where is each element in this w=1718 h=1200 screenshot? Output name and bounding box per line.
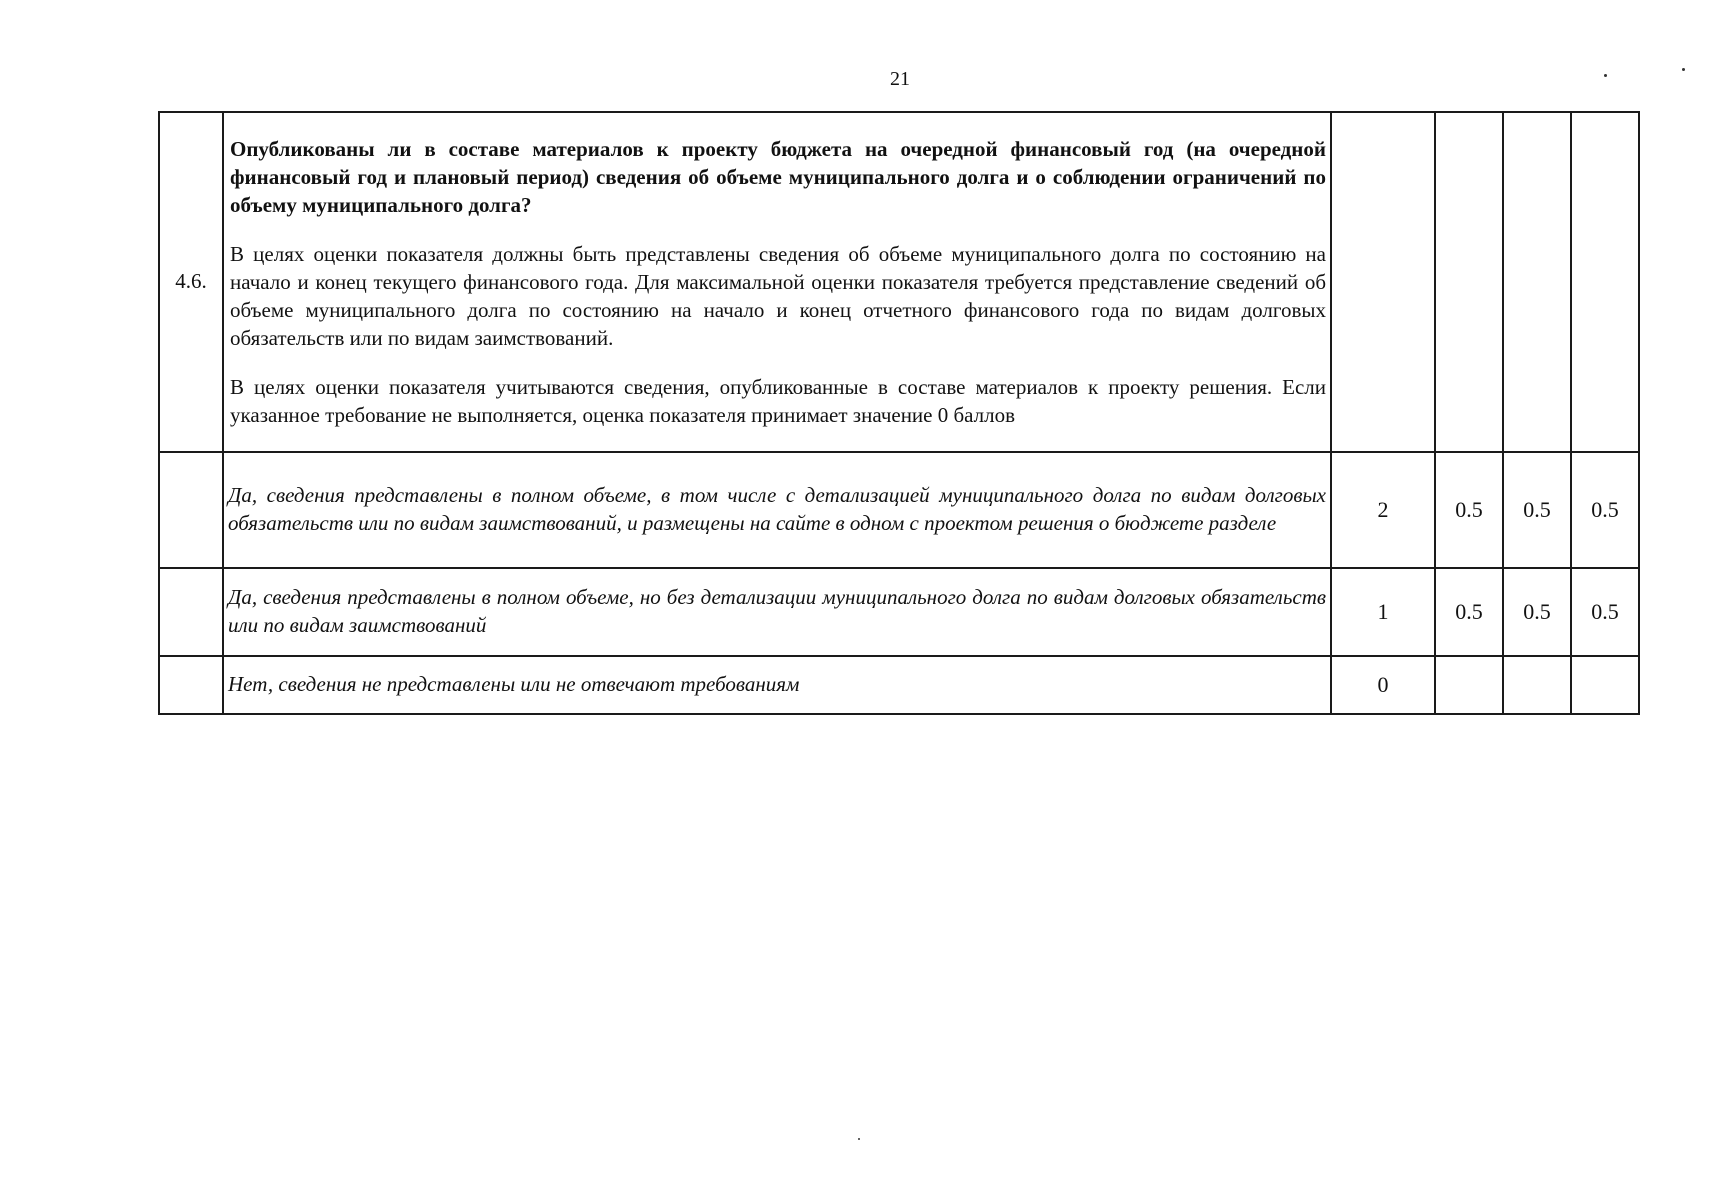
option-max-score: 1 xyxy=(1331,568,1435,656)
score-table xyxy=(158,111,1640,715)
empty-cell xyxy=(159,452,223,568)
scan-speck xyxy=(858,1138,860,1140)
item-paragraph-1: В целях оценки показателя должны быть представлены сведения об объеме муниципального долга по состоянию на начало и конец текущего финансового года. Для максимальной оценки показателя требуется представление сведений об объеме муниципального долга по состоянию на начало и конец отчетного финансового года по видам долговых обязательств или по видам заимствований. xyxy=(230,242,1326,350)
option-score xyxy=(1435,656,1503,714)
option-score: 0.5 xyxy=(1435,568,1503,656)
table-row xyxy=(159,452,1639,568)
empty-cell xyxy=(1331,112,1435,452)
empty-cell xyxy=(159,656,223,714)
option-score: 0.5 xyxy=(1503,452,1571,568)
option-score: 0.5 xyxy=(1435,452,1503,568)
empty-cell xyxy=(159,568,223,656)
option-score: 0.5 xyxy=(1503,568,1571,656)
option-score: 0.5 xyxy=(1571,452,1639,568)
option-text: Нет, сведения не представлены или не отвечают требованиям xyxy=(223,656,1331,714)
table-row xyxy=(159,112,1639,452)
item-question: Опубликованы ли в составе материалов к проекту бюджета на очередной финансовый год (на очередной финансовый год и плановый период) сведения об объеме муниципального долга и о соблюдении ограничений по объему муниципального долга? xyxy=(230,137,1326,217)
empty-cell xyxy=(1571,112,1639,452)
page-number: 21 xyxy=(890,68,910,90)
option-max-score: 0 xyxy=(1331,656,1435,714)
option-text: Да, сведения представлены в полном объеме, но без детализации муниципального долга по видам долговых обязательств или по видам заимствований xyxy=(223,568,1331,656)
scan-speck xyxy=(1604,74,1607,77)
item-number: 4.6. xyxy=(159,112,223,452)
empty-cell xyxy=(1503,112,1571,452)
option-max-score: 2 xyxy=(1331,452,1435,568)
scan-speck xyxy=(1682,68,1685,71)
table-row xyxy=(159,656,1639,714)
option-score xyxy=(1503,656,1571,714)
table-row xyxy=(159,568,1639,656)
option-score: 0.5 xyxy=(1571,568,1639,656)
empty-cell xyxy=(1435,112,1503,452)
item-paragraph-2: В целях оценки показателя учитываются сведения, опубликованные в составе материалов к проекту решения. Если указанное требование не выполняется, оценка показателя принимает значение 0 баллов xyxy=(230,375,1326,428)
item-description xyxy=(223,112,1331,452)
option-score xyxy=(1571,656,1639,714)
option-text: Да, сведения представлены в полном объеме, в том числе с детализацией муниципального долга по видам долговых обязательств или по видам заимствований, и размещены на сайте в одном с проектом решения о бюджете разделе xyxy=(223,452,1331,568)
